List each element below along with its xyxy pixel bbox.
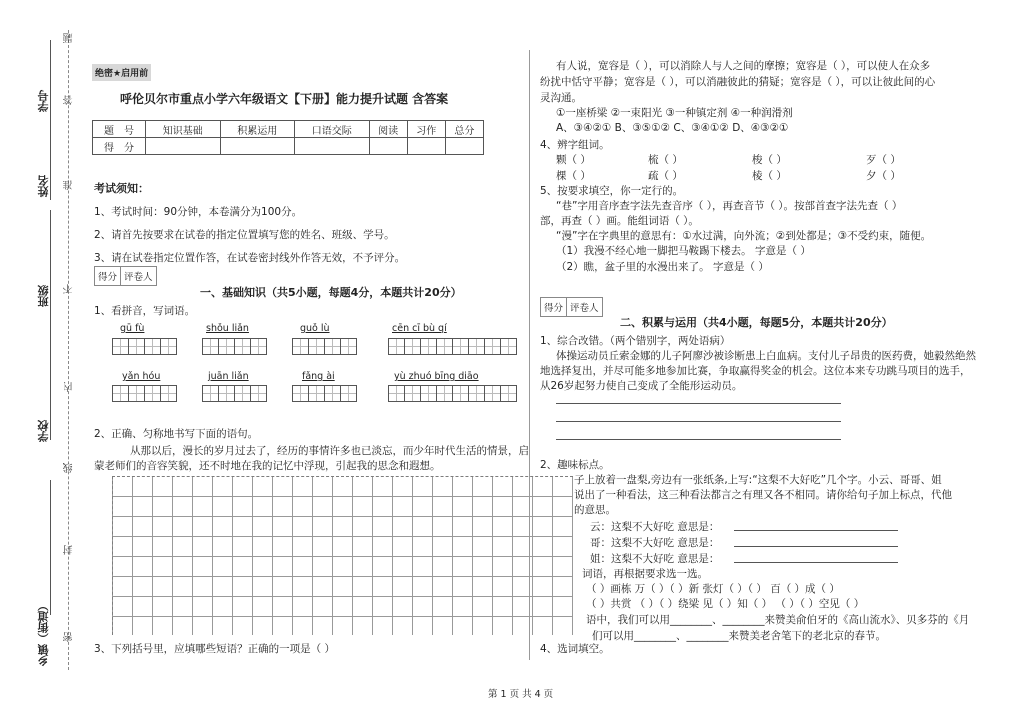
answer-line[interactable] xyxy=(556,421,841,422)
answer-line[interactable] xyxy=(556,403,841,404)
courtesy-text: 有人说，宽容是（ ），可以消除人与人之间的摩擦；宽容是（ ），可以使人在众多 xyxy=(556,60,931,72)
scorer-grader-label: 评卷人 xyxy=(570,303,599,314)
page-number: 第 1 页 共 4 页 xyxy=(488,689,554,700)
section1-q1: 1、看拼音，写词语。 xyxy=(94,305,196,317)
cut-mark-mi: 密 xyxy=(64,632,75,642)
punctuation-item: 姐：这梨不大好吃 意思是： xyxy=(590,553,720,565)
notice-item: 1、考试时间：90分钟，本卷满分为100分。 xyxy=(94,206,303,218)
punctuation-item: 云：这梨不大好吃 意思是： xyxy=(590,521,720,533)
q4-item: 夕（ ） xyxy=(866,170,901,182)
option-list: A、③④②① B、③⑤①② C、③④①② D、④③②① xyxy=(556,122,789,134)
q5-text: “巷”字用音序查字法先查音序（ ），再查音节（ ）。按部首查字法先查（ ） xyxy=(556,200,903,212)
margin-label-xiangzhen: 乡镇（街道） xyxy=(37,600,50,666)
pinyin-label: gū fù xyxy=(120,323,145,334)
pinyin-label: juān liǎn xyxy=(208,371,249,382)
writing-grid-4[interactable] xyxy=(388,338,517,355)
score-header-cell: 习作 xyxy=(407,121,445,138)
q4-item: 疏（ ） xyxy=(648,170,683,182)
q4-item: 梳（ ） xyxy=(648,154,683,166)
q4-item: 梭（ ） xyxy=(752,154,787,166)
answer-line[interactable] xyxy=(734,530,898,531)
exam-title: 呼伦贝尔市重点小学六年级语文【下册】能力提升试题 含答案 xyxy=(120,92,449,106)
score-cell[interactable] xyxy=(220,138,295,155)
score-cell[interactable] xyxy=(146,138,221,155)
q5-text: 部，再查（ ）画。能组词语（ ）。 xyxy=(540,215,699,227)
notice-item: 2、请首先按要求在试卷的指定位置填写您的姓名、班级、学号。 xyxy=(94,229,395,241)
section2-q3-text: 词语，再根据要求选一选。 xyxy=(582,568,708,580)
idiom-row: 们可以用________、________来赞美老舍笔下的老北京的春节。 xyxy=(592,630,886,642)
section2-q1: 1、综合改错。（两个错别字，两处语病） xyxy=(540,335,731,347)
seal-line xyxy=(68,30,69,670)
section1-q2: 2、正确、匀称地书写下面的语句。 xyxy=(94,428,259,440)
copy-writing-area[interactable] xyxy=(112,476,573,635)
section2-q2-text: 的意思。 xyxy=(574,504,616,516)
cut-mark-bu: 不 xyxy=(64,284,75,294)
score-header-cell: 阅读 xyxy=(369,121,407,138)
pinyin-label: shǒu liǎn xyxy=(206,323,249,334)
q5-text: （2）瞧，盆子里的水漫出来了。 字意是（ ） xyxy=(556,261,769,273)
writing-grid-2[interactable] xyxy=(202,338,267,355)
scorer-grader-label: 评卷人 xyxy=(124,272,153,283)
cut-mark-feng: 封 xyxy=(64,545,75,555)
q4-item: 棱（ ） xyxy=(752,170,787,182)
answer-line[interactable] xyxy=(734,546,898,547)
writing-grid-2[interactable] xyxy=(292,385,357,402)
idiom-row: （ ）画栋 万（ ）（ ）新 张灯（ ）（ ） 百（ ）成（ ） xyxy=(586,583,840,595)
margin-label-student-id: 学号 xyxy=(37,90,50,112)
cut-mark-zhun: 准 xyxy=(64,180,75,190)
secret-badge: 绝密★启用前 xyxy=(92,64,151,81)
cut-mark-xian: 线 xyxy=(64,463,75,473)
q4-item: 歹（ ） xyxy=(866,154,901,166)
pinyin-label: yǎn hóu xyxy=(122,371,161,382)
notice-item: 3、请在试卷指定位置作答，在试卷密封线外作答无效，不予评分。 xyxy=(94,252,406,264)
score-header-cell: 口语交际 xyxy=(295,121,370,138)
section2-q2: 2、趣味标点。 xyxy=(540,459,610,471)
pinyin-label: guǒ lù xyxy=(300,323,330,334)
section1-q3: 3、下列括号里，应填哪些短语？正确的一项是（ ） xyxy=(94,643,336,655)
scorer-score-label: 得分 xyxy=(95,267,121,285)
section2-q4: 4、选词填空。 xyxy=(540,643,610,655)
margin-label-school: 学校 xyxy=(37,420,50,442)
section1-title: 一、基础知识（共5小题，每题4分，本题共计20分） xyxy=(200,286,462,299)
margin-label-name: 姓名 xyxy=(37,175,50,197)
q4-title: 4、辨字组词。 xyxy=(540,139,610,151)
cut-mark-da: 答 xyxy=(64,95,75,105)
writing-grid-2[interactable] xyxy=(112,338,177,355)
binding-line-mid xyxy=(50,210,51,440)
answer-line[interactable] xyxy=(556,439,841,440)
q5-text: “漫”字在字典里的意思有：①水过满，向外流；②到处都是；③不受约束，随便。 xyxy=(556,230,932,242)
scorer-box xyxy=(94,266,157,286)
score-header-cell: 积累运用 xyxy=(220,121,295,138)
section2-q2-text: 子上放着一盘梨,旁边有一张纸条,上写:“这梨不大好吃”几个字。小云、哥哥、姐 xyxy=(574,474,942,486)
writing-grid-2[interactable] xyxy=(202,385,267,402)
q4-item: 颗（ ） xyxy=(556,154,591,166)
section2-q2-text: 说出了一种看法，这三种看法都言之有理又各不相同。请你给句子加上标点，代他 xyxy=(574,489,952,501)
column-divider xyxy=(529,50,530,660)
score-table xyxy=(92,120,484,155)
score-cell[interactable] xyxy=(407,138,445,155)
pinyin-label: cēn cī bù qí xyxy=(392,323,447,334)
score-cell[interactable] xyxy=(445,138,483,155)
cut-mark-ti: 题 xyxy=(64,33,75,43)
courtesy-text: 纷扰中恬守平静；宽容是（ ），可以消融彼此的猜疑；宽容是（ ），可以让彼此间的心 xyxy=(540,76,936,88)
score-header-cell: 题 号 xyxy=(93,121,146,138)
binding-line-bottom xyxy=(50,480,51,615)
score-cell[interactable] xyxy=(369,138,407,155)
q5-title: 5、按要求填空，你一定行的。 xyxy=(540,185,684,197)
notice-heading: 考试须知： xyxy=(94,182,149,195)
writing-grid-4[interactable] xyxy=(388,385,517,402)
q4-item: 棵（ ） xyxy=(556,170,591,182)
scorer-score-label: 得分 xyxy=(541,298,567,316)
punctuation-item: 哥：这梨不大好吃 意思是： xyxy=(590,537,720,549)
section2-title: 二、积累与运用（共4小题，每题5分，本题共计20分） xyxy=(620,316,893,329)
section2-q1-text: 地选择复出，并尽可能多地参加比赛，争取赢得奖金的机会。这位本来专功跳马项目的选手， xyxy=(540,365,971,377)
q5-text: （1）我漫不经心地一脚把马鞍踢下楼去。 字意是（ ） xyxy=(556,245,811,257)
courtesy-text: 灵沟通。 xyxy=(540,92,582,104)
pinyin-label: fǎng ài xyxy=(302,371,335,382)
score-header-cell: 总分 xyxy=(445,121,483,138)
score-cell[interactable] xyxy=(295,138,370,155)
idiom-row: 语中，我们可以用________、________来赞美俞伯牙的《高山流水》、贝多芬的《月 xyxy=(586,614,970,626)
scorer-box xyxy=(540,297,603,317)
idiom-row: （ ）共赏 （ ）（ ）绕梁 见（ ）知（ ） （ ）（ ）空见（ ） xyxy=(586,598,865,610)
score-header-cell: 知识基础 xyxy=(146,121,221,138)
writing-grid-2[interactable] xyxy=(112,385,177,402)
score-row-label: 得 分 xyxy=(93,138,146,155)
section1-q2-text: 从那以后，漫长的岁月过去了，经历的事情许多也已淡忘，而少年时代生活的情景，启 xyxy=(130,445,529,457)
option-list: ①一座桥梁 ②一束阳光 ③一种镇定剂 ④一种润滑剂 xyxy=(556,107,793,119)
section1-q2-text: 蒙老师们的音容笑貌，还不时地在我的记忆中浮现，引起我的思念和遐想。 xyxy=(94,460,441,472)
answer-line[interactable] xyxy=(734,562,898,563)
margin-label-class: 班级 xyxy=(37,285,50,307)
writing-grid-2[interactable] xyxy=(292,338,357,355)
pinyin-label: yù zhuó bīng diāo xyxy=(394,371,479,382)
cut-mark-nei: 内 xyxy=(64,382,75,392)
section2-q1-text: 从26岁起努力使自己变成了全能形运动员。 xyxy=(540,380,743,392)
section2-q1-text: 体操运动员丘索金娜的儿子阿廖沙被诊断患上白血病。支付儿子昂贵的医药费，她毅然绝然 xyxy=(556,350,976,362)
